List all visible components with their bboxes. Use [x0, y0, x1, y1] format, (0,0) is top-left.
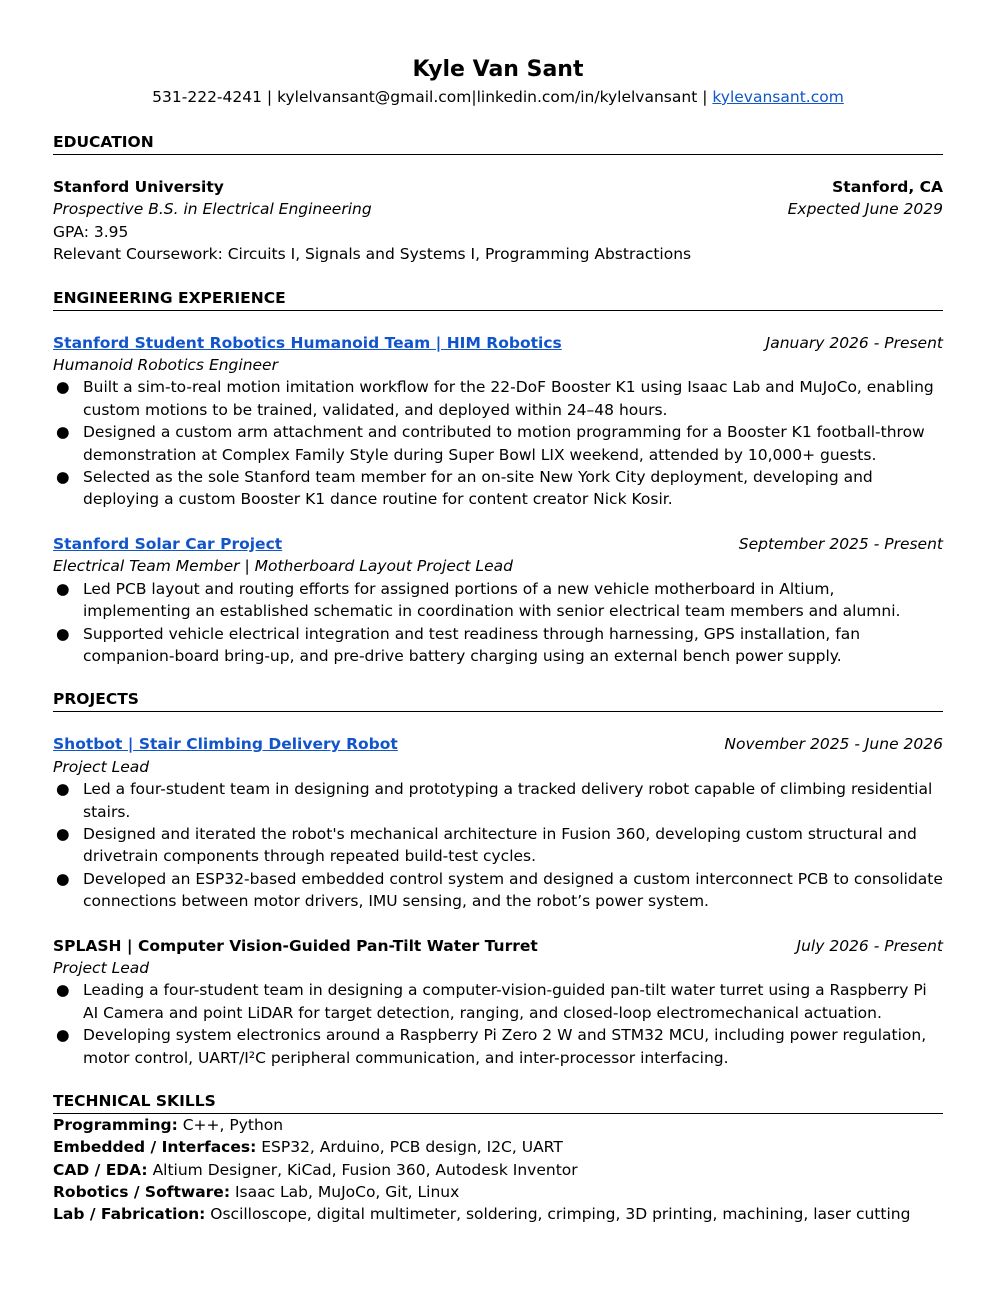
bullet-icon: ●	[56, 869, 70, 888]
bullet-list	[53, 376, 943, 510]
bullet-icon: ●	[56, 468, 70, 487]
skill-value: ESP32, Arduino, PCB design, I2C, UART	[256, 1138, 563, 1157]
bullet-item	[53, 868, 943, 913]
entry-role: Humanoid Robotics Engineer	[53, 356, 278, 375]
school-name: Stanford University	[53, 178, 224, 196]
phone-number: 531-222-4241	[152, 88, 262, 106]
bullet-text: Led a four-student team in designing and prototyping a tracked delivery robot capable of climbing residential stairs.	[83, 780, 933, 821]
email-address: kylelvansant@gmail.com	[277, 88, 472, 106]
bullet-list	[53, 979, 943, 1069]
skill-value: Oscilloscope, digital multimeter, soldering, crimping, 3D printing, machining, laser cutting	[205, 1205, 911, 1224]
skill-value: Altium Designer, KiCad, Fusion 360, Autodesk Inventor	[147, 1160, 578, 1179]
bullet-item	[53, 466, 943, 511]
section-title-projects: PROJECTS	[53, 689, 943, 712]
entry-dates: July 2026 - Present	[796, 936, 943, 955]
project-entry	[53, 733, 943, 912]
graduation-date: Expected June 2029	[787, 200, 943, 219]
section-title-skills: TECHNICAL SKILLS	[53, 1091, 943, 1114]
bullet-item	[53, 979, 943, 1024]
org-link[interactable]: Stanford Solar Car Project	[53, 534, 283, 553]
experience-section	[53, 288, 943, 668]
bullet-text: Built a sim-to-real motion imitation workflow for the 22-DoF Booster K1 using Isaac Lab and MuJoCo, enabling custom motions to be trained, validated, and deployed within 24–48 hours.	[83, 378, 934, 419]
bullet-item	[53, 1024, 943, 1069]
contact-line	[53, 86, 943, 108]
skill-label: Robotics / Software:	[53, 1182, 231, 1201]
skill-label: CAD / EDA:	[53, 1160, 148, 1179]
projects-body	[53, 733, 943, 1069]
bullet-item	[53, 421, 943, 466]
skill-row	[53, 1159, 943, 1181]
education-section	[53, 132, 943, 266]
org-link[interactable]: Stanford Student Robotics Humanoid Team | HIM Robotics	[53, 333, 562, 352]
skill-label: Lab / Fabrication:	[53, 1205, 206, 1224]
bullet-text: Designed a custom arm attachment and contributed to motion programming for a Booster K1 football-throw demonstration at Complex Family Style during Super Bowl LIX weekend, attended by 10,000+ guests.	[83, 423, 925, 464]
contact-separator: |	[697, 88, 713, 106]
entry-dates: September 2025 - Present	[738, 534, 943, 553]
skill-label: Embedded / Interfaces:	[53, 1138, 257, 1157]
bullet-item	[53, 578, 943, 623]
bullet-text: Led PCB layout and routing efforts for assigned portions of a new vehicle motherboard in Altium, implementing an established schematic in coordination with senior electrical team members and alumni.	[83, 579, 901, 621]
education-body	[53, 176, 943, 266]
resume-header	[53, 56, 943, 108]
section-title-education: EDUCATION	[53, 132, 943, 155]
skills-section	[53, 1091, 943, 1225]
project-name: SPLASH | Computer Vision-Guided Pan-Tilt Water Turret	[53, 936, 538, 955]
experience-entry	[53, 533, 943, 667]
bullet-icon: ●	[56, 378, 70, 397]
entry-role: Electrical Team Member | Motherboard Layout Project Lead	[53, 557, 513, 576]
bullet-text: Supported vehicle electrical integration and test readiness through harnessing, GPS installation, fan companion-board bring-up, and pre-drive battery charging using an external bench power supply.	[83, 624, 861, 665]
entry-dates: January 2026 - Present	[765, 333, 943, 352]
skill-value: Isaac Lab, MuJoCo, Git, Linux	[230, 1182, 460, 1201]
skill-row	[53, 1136, 943, 1158]
bullet-text: Selected as the sole Stanford team member for an on-site New York City deployment, developing and deploying a custom Booster K1 dance routine for content creator Nick Kosir.	[83, 468, 873, 509]
project-entry	[53, 935, 943, 1069]
bullet-icon: ●	[56, 780, 70, 799]
skill-row	[53, 1203, 943, 1225]
bullet-icon: ●	[56, 981, 70, 1000]
bullet-text: Developing system electronics around a Raspberry Pi Zero 2 W and STM32 MCU, including power regulation, motor control, UART/I²C peripheral communication, and inter-processor interfacing.	[83, 1026, 927, 1067]
entry-role: Project Lead	[53, 757, 150, 776]
contact-separator: |	[471, 88, 477, 106]
bullet-list	[53, 578, 943, 668]
degree: Prospective B.S. in Electrical Engineering	[53, 200, 372, 219]
skill-row	[53, 1114, 943, 1136]
coursework: Relevant Coursework: Circuits I, Signals and Systems I, Programming Abstractions	[53, 245, 692, 264]
skill-row	[53, 1181, 943, 1203]
candidate-name: Kyle Van Sant	[412, 57, 584, 82]
resume-page	[53, 56, 943, 1225]
entry-role: Project Lead	[53, 958, 150, 977]
projects-section	[53, 689, 943, 1069]
experience-entry	[53, 332, 943, 511]
bullet-icon: ●	[56, 579, 70, 598]
website-link[interactable]: kylevansant.com	[712, 88, 844, 106]
gpa: GPA: 3.95	[53, 222, 129, 241]
project-link[interactable]: Shotbot | Stair Climbing Delivery Robot	[53, 735, 398, 754]
bullet-text: Leading a four-student team in designing a computer-vision-guided pan-tilt water turret using a Raspberry Pi AI Camera and point LiDAR for target detection, ranging, and closed-loop electromechanical actuation.	[83, 981, 927, 1022]
section-title-experience: ENGINEERING EXPERIENCE	[53, 288, 943, 311]
bullet-icon: ●	[56, 423, 70, 442]
skill-value: C++, Python	[177, 1116, 284, 1134]
bullet-item	[53, 376, 943, 421]
bullet-icon: ●	[56, 624, 70, 643]
school-location: Stanford, CA	[832, 178, 943, 196]
bullet-icon: ●	[56, 824, 70, 843]
linkedin-url: linkedin.com/in/kylelvansant	[476, 88, 698, 106]
skill-label: Programming:	[53, 1116, 178, 1134]
experience-body	[53, 332, 943, 668]
skills-body	[53, 1114, 943, 1225]
entry-dates: November 2025 - June 2026	[724, 735, 943, 754]
bullet-text: Developed an ESP32-based embedded control system and designed a custom interconnect PCB to consolidate connections between motor drivers, IMU sensing, and the robot’s power system.	[83, 869, 943, 911]
bullet-item	[53, 823, 943, 868]
bullet-icon: ●	[56, 1026, 70, 1045]
bullet-item	[53, 623, 943, 668]
contact-separator: |	[261, 88, 278, 106]
bullet-text: Designed and iterated the robot's mechanical architecture in Fusion 360, developing custom structural and drivetrain components through repeated build-test cycles.	[83, 824, 917, 866]
bullet-list	[53, 778, 943, 912]
bullet-item	[53, 778, 943, 823]
